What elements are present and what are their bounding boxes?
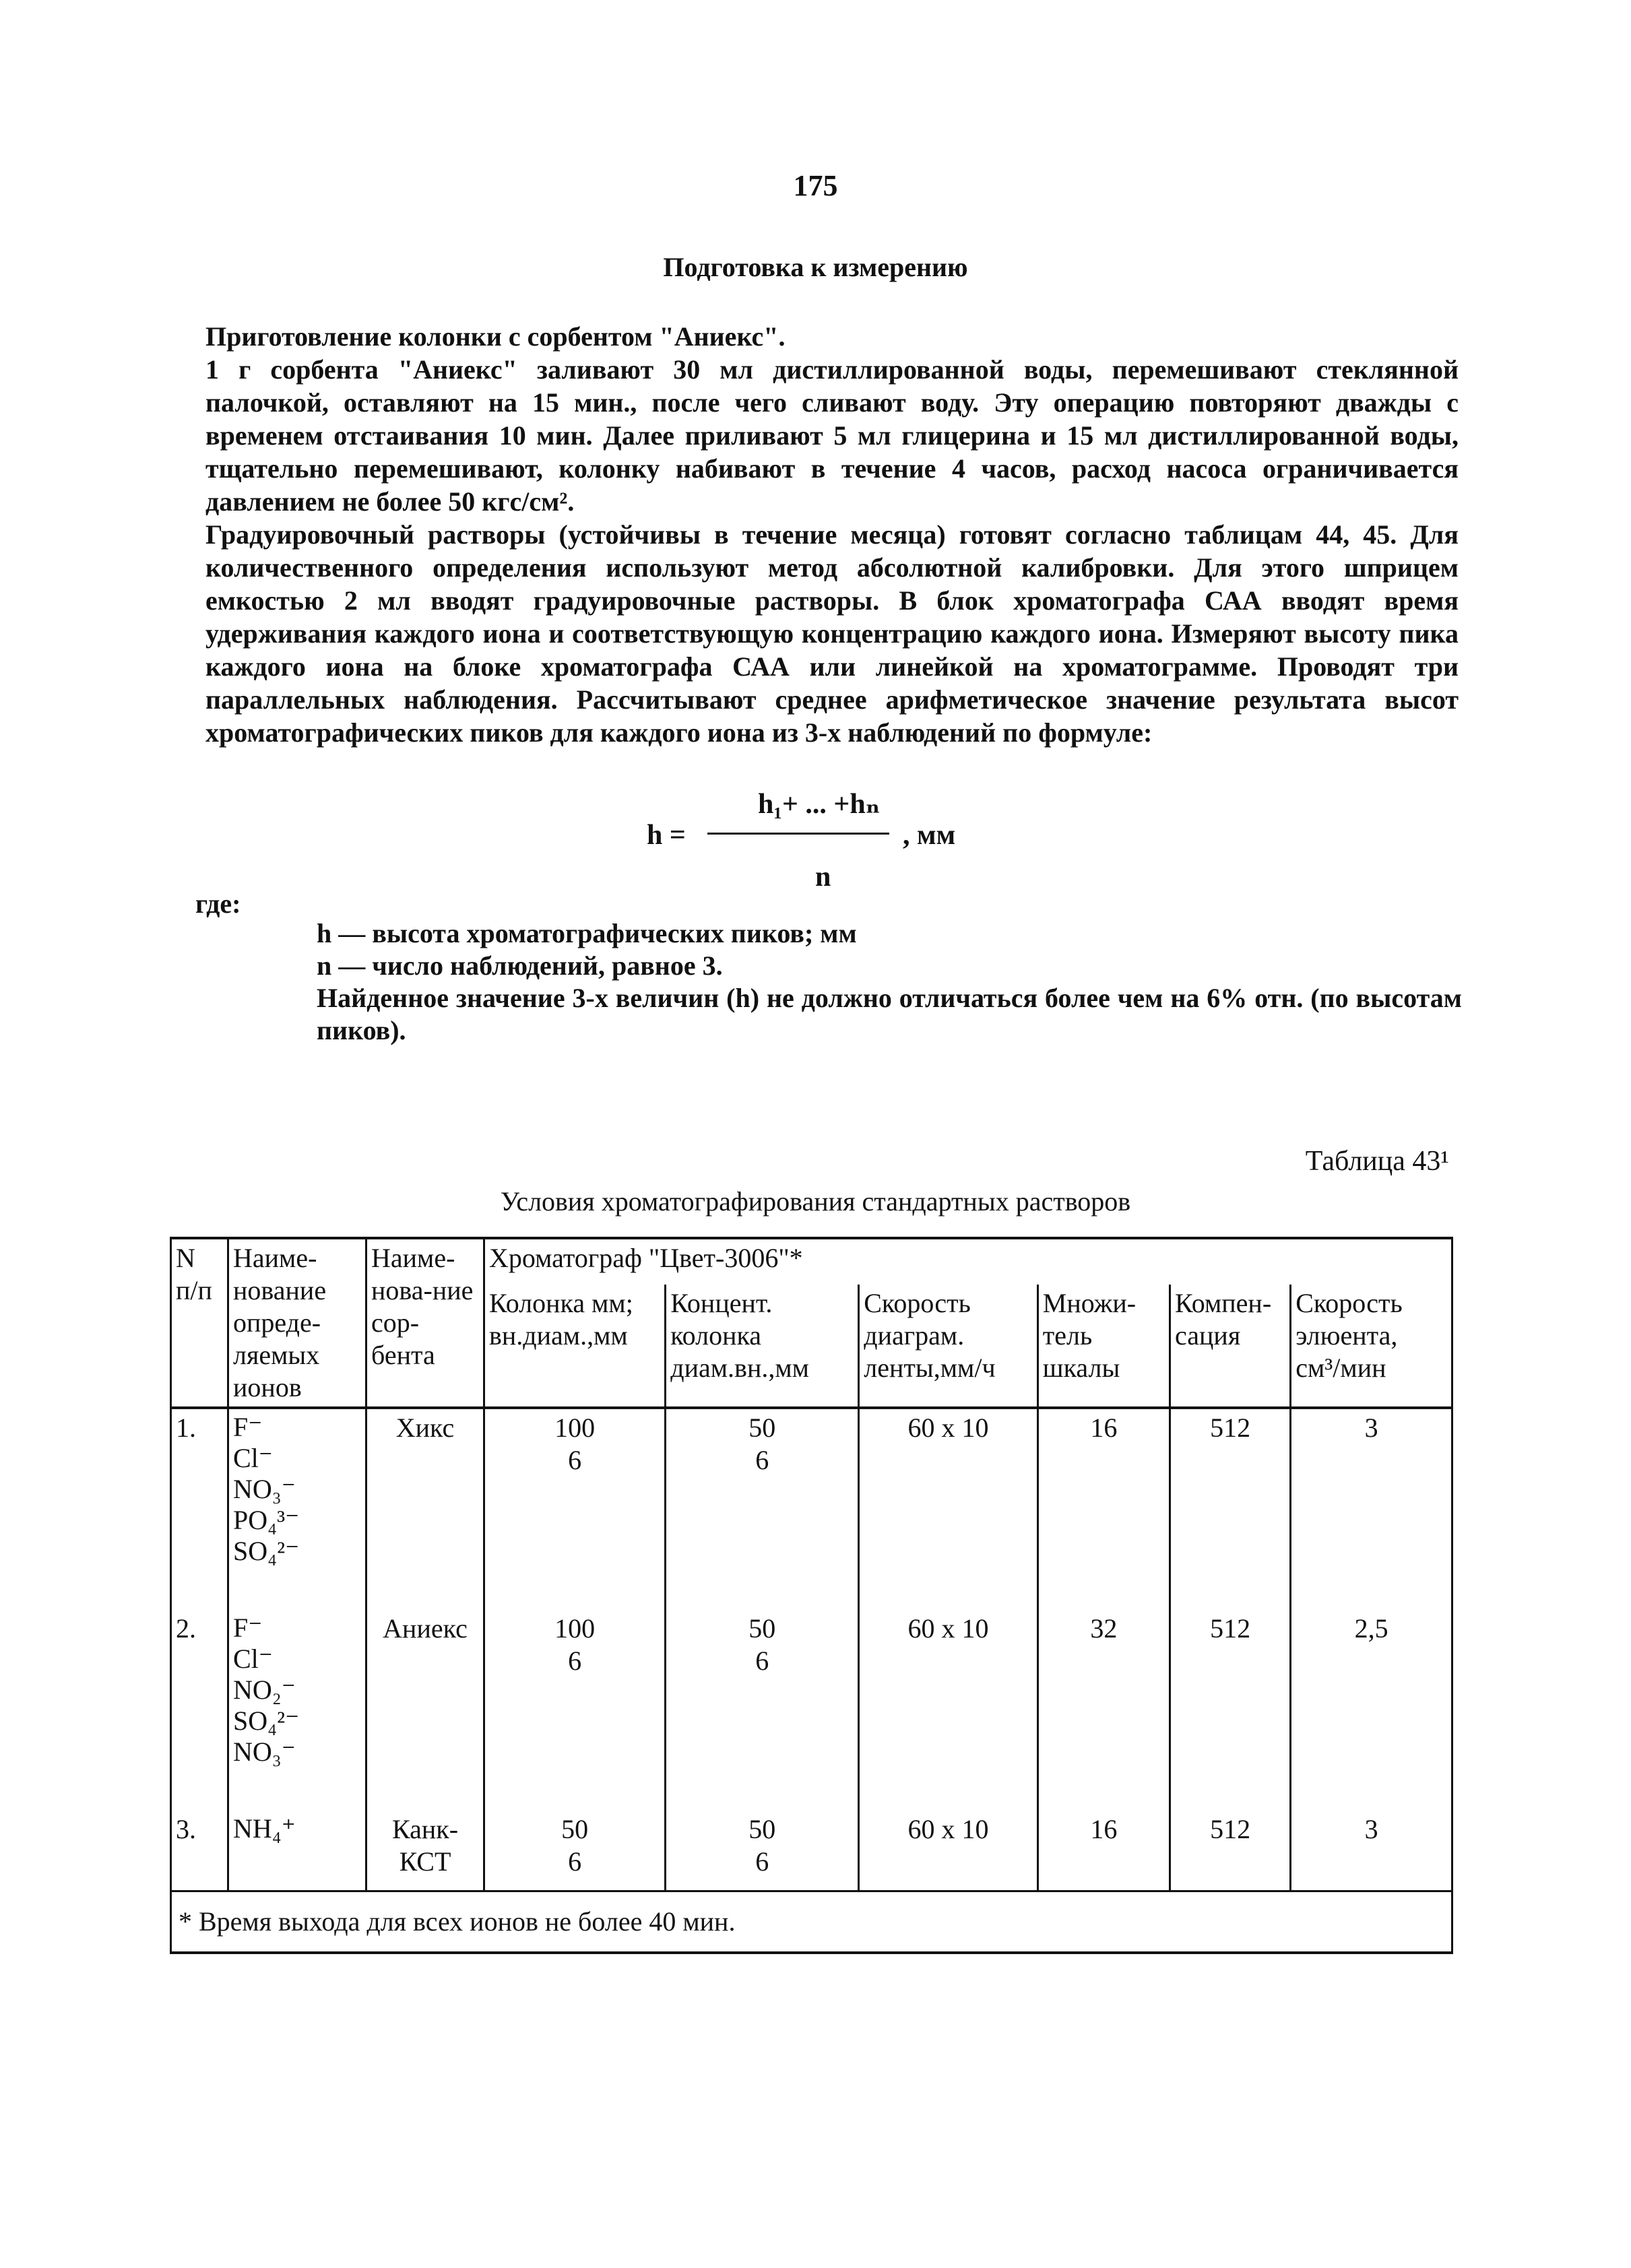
chromatography-table (170, 1237, 1453, 1954)
row-eluent: 3 (1291, 1811, 1452, 1891)
formula-lhs: h = (647, 820, 686, 851)
row-sorbent: Хикс (366, 1408, 484, 1610)
row-eluent: 2,5 (1291, 1610, 1452, 1811)
row-sorbent: Канк-КСТ (366, 1811, 484, 1891)
header-ions: Наиме-нование опреде-ляемых ионов (228, 1238, 366, 1408)
row-num: 1. (171, 1408, 228, 1610)
row-ions: NH₄⁺ (228, 1811, 366, 1891)
table-row (171, 1610, 1452, 1811)
formula-unit: , мм (903, 820, 956, 851)
paragraph-intro: Приготовление колонки с сорбентом "Аниекс". (205, 321, 786, 352)
row-num: 2. (171, 1610, 228, 1811)
where-label: где: (195, 888, 241, 919)
row-eluent: 3 (1291, 1408, 1452, 1610)
row-compensation: 512 (1170, 1610, 1291, 1811)
table-caption: Условия хроматографирования стандартных растворов (500, 1186, 1131, 1217)
row-multiplier: 16 (1037, 1408, 1170, 1610)
definition-note: Найденное значение 3-х величин (h) не должно отличаться более чем на 6% отн. (по высотам пиков). (317, 983, 1462, 1045)
header-multiplier: Множи-тель шкалы (1037, 1285, 1170, 1408)
table-label: Таблица 43¹ (1305, 1146, 1449, 1177)
header-compensation: Компен-сация (1170, 1285, 1291, 1408)
definitions (317, 917, 1462, 1047)
row-ions: F⁻ Cl⁻ NO₂⁻ SO₄²⁻ NO₃⁻ (228, 1610, 366, 1811)
header-eluent: Скорость элюента, см³/мин (1291, 1285, 1452, 1408)
header-conc-column: Концент. колонка диам.вн.,мм (666, 1285, 859, 1408)
row-sorbent: Аниекс (366, 1610, 484, 1811)
page-number: 175 (793, 169, 838, 202)
header-num: N п/п (171, 1238, 228, 1408)
formula (633, 787, 1037, 895)
row-speed: 60 x 10 (859, 1811, 1038, 1891)
row-multiplier: 16 (1037, 1811, 1170, 1891)
row-conc-column: 50 6 (666, 1408, 859, 1610)
fraction-bar (707, 833, 889, 835)
table-footnote: * Время выхода для всех ионов не более 40 мин. (171, 1891, 1452, 1953)
row-ions: F⁻ Cl⁻ NO₃⁻ PO₄³⁻ SO₄²⁻ (228, 1408, 366, 1610)
formula-denominator: n (815, 862, 831, 893)
paragraph-column-prep: 1 г сорбента "Аниекс" заливают 30 мл дистиллированной воды, перемешивают стеклянной палочкой, оставляют на 15 мин., после чего сливают воду. Эту операцию повторяют дважды с временем отстаивания 10 мин. Далее приливают 5 мл глицерина и 15 мл дистиллированной воды, тщательно перемешивают, колонку набивают в течение 4 часов, расход насоса ограничивается давлением не более 50 кгс/см². (205, 354, 1459, 517)
definition-n: n — число наблюдений, равное 3. (317, 950, 723, 981)
body-text (205, 320, 1459, 749)
header-chromatograph: Хроматограф "Цвет-3006"* (484, 1238, 1452, 1285)
header-speed: Скорость диаграм. ленты,мм/ч (859, 1285, 1038, 1408)
row-conc-column: 50 6 (666, 1610, 859, 1811)
paragraph-calibration: Градуировочный растворы (устойчивы в течение месяца) готовят согласно таблицам 44, 45. Для количественного определения используют метод абсолютной калибровки. Для этого шприцем емкостью 2 мл вводят градуировочные растворы. В блок хроматографа САА вводят время удерживания каждого иона и соответствующую концентрацию каждого иона. Измеряют высоту пика каждого иона на блоке хроматографа САА или линейкой на хроматограмме. Проводят три параллельных наблюдения. Рассчитывают среднее арифметическое значение результата высот хроматографических пиков для каждого иона из 3-х наблюдений по формуле: (205, 519, 1459, 748)
row-speed: 60 x 10 (859, 1408, 1038, 1610)
row-compensation: 512 (1170, 1408, 1291, 1610)
formula-numerator: h₁+ ... +hₙ (758, 789, 881, 820)
row-multiplier: 32 (1037, 1610, 1170, 1811)
table-row (171, 1811, 1452, 1891)
section-heading: Подготовка к измерению (663, 252, 968, 282)
row-column: 100 6 (484, 1610, 666, 1811)
row-column: 50 6 (484, 1811, 666, 1891)
row-conc-column: 50 6 (666, 1811, 859, 1891)
row-num: 3. (171, 1811, 228, 1891)
header-column: Колонка мм; вн.диам.,мм (484, 1285, 666, 1408)
row-speed: 60 x 10 (859, 1610, 1038, 1811)
row-column: 100 6 (484, 1408, 666, 1610)
row-compensation: 512 (1170, 1811, 1291, 1891)
definition-h: h — высота хроматографических пиков; мм (317, 918, 857, 948)
header-sorbent: Наиме-нова-ние сор-бента (366, 1238, 484, 1408)
table-row (171, 1408, 1452, 1610)
